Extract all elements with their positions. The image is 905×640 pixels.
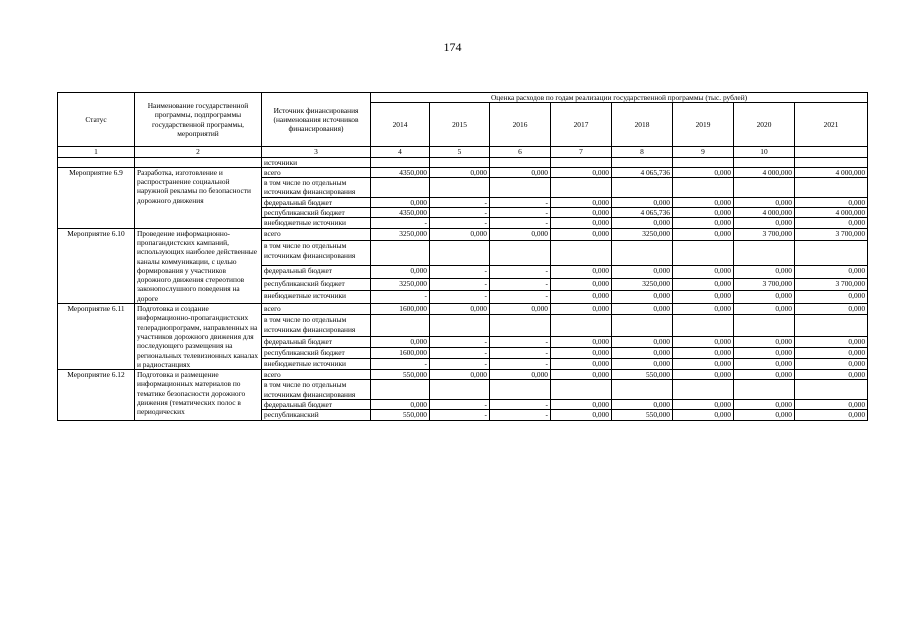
column-number: 6 [490, 147, 551, 157]
value-cell: 0,000 [551, 304, 612, 315]
value-cell: 0,000 [551, 228, 612, 241]
source-cell: внебюджетные источники [262, 358, 371, 369]
header-source: Источник финансирования (наименования источников финансирования) [262, 93, 371, 147]
value-cell: 4 000,000 [795, 167, 868, 177]
source-cell: внебюджетные источники [262, 291, 371, 304]
value-cell [490, 315, 551, 336]
header-name: Наименование государственной программы, подпрограммы государственной программы, мероприятий [135, 93, 262, 147]
value-cell: 0,000 [551, 218, 612, 228]
value-cell: 0,000 [673, 336, 734, 347]
value-cell: 4 000,000 [734, 167, 795, 177]
value-cell [430, 178, 490, 198]
value-cell: 4350,000 [371, 167, 430, 177]
continuation-row [58, 157, 868, 167]
empty-cell [135, 157, 262, 167]
value-cell [734, 241, 795, 265]
measure-status: Мероприятие 6.11 [58, 304, 135, 370]
value-cell: 0,000 [490, 370, 551, 380]
value-cell: 0,000 [795, 370, 868, 380]
value-cell [612, 241, 673, 265]
value-cell: 1600,000 [371, 304, 430, 315]
value-cell: - [490, 278, 551, 291]
value-cell: 0,000 [673, 218, 734, 228]
source-cell: всего [262, 167, 371, 177]
value-cell: 0,000 [734, 304, 795, 315]
value-cell: 0,000 [795, 304, 868, 315]
value-cell: 0,000 [734, 370, 795, 380]
value-cell: 4350,000 [371, 208, 430, 218]
value-cell: 550,000 [371, 370, 430, 380]
value-cell [551, 178, 612, 198]
value-cell [490, 380, 551, 400]
value-cell [734, 178, 795, 198]
value-cell [371, 241, 430, 265]
value-cell: 4 000,000 [795, 208, 868, 218]
value-cell: 0,000 [551, 167, 612, 177]
value-cell: - [490, 291, 551, 304]
value-cell: 0,000 [734, 400, 795, 410]
value-cell: 550,000 [371, 410, 430, 420]
measure-status: Мероприятие 6.12 [58, 370, 135, 420]
measure-status: Мероприятие 6.10 [58, 228, 135, 303]
value-cell: 0,000 [673, 278, 734, 291]
empty-cell [734, 157, 795, 167]
header-year: 2014 [371, 103, 430, 147]
value-cell [673, 178, 734, 198]
value-cell: 3 700,000 [795, 278, 868, 291]
table-row [58, 370, 868, 380]
value-cell: 0,000 [551, 370, 612, 380]
value-cell: - [490, 358, 551, 369]
value-cell: 0,000 [673, 228, 734, 241]
value-cell: 0,000 [430, 370, 490, 380]
value-cell: 3 700,000 [734, 278, 795, 291]
value-cell: - [371, 358, 430, 369]
empty-cell [58, 157, 135, 167]
value-cell: 0,000 [673, 265, 734, 278]
value-cell: 0,000 [551, 278, 612, 291]
value-cell: 4 000,000 [734, 208, 795, 218]
value-cell: 0,000 [673, 370, 734, 380]
column-number: 1 [58, 147, 135, 157]
value-cell: 0,000 [490, 228, 551, 241]
value-cell: 0,000 [673, 410, 734, 420]
value-cell: 3250,000 [371, 228, 430, 241]
value-cell: 550,000 [612, 370, 673, 380]
value-cell: - [490, 336, 551, 347]
value-cell: - [430, 336, 490, 347]
source-cell: всего [262, 304, 371, 315]
table-header [58, 93, 868, 147]
value-cell: - [371, 218, 430, 228]
value-cell [371, 380, 430, 400]
value-cell [795, 315, 868, 336]
value-cell [371, 315, 430, 336]
value-cell [551, 380, 612, 400]
empty-cell [795, 157, 868, 167]
budget-table [57, 92, 868, 421]
value-cell: 550,000 [612, 410, 673, 420]
value-cell: 0,000 [612, 197, 673, 207]
value-cell: 0,000 [734, 358, 795, 369]
value-cell [795, 178, 868, 198]
value-cell [430, 380, 490, 400]
value-cell [612, 315, 673, 336]
header-year: 2020 [734, 103, 795, 147]
value-cell: 0,000 [612, 347, 673, 358]
value-cell: 0,000 [734, 218, 795, 228]
value-cell: - [430, 410, 490, 420]
value-cell [371, 178, 430, 198]
empty-cell [612, 157, 673, 167]
header-year: 2016 [490, 103, 551, 147]
value-cell: 0,000 [673, 167, 734, 177]
source-cell: в том числе по отдельным источникам финансирования [262, 241, 371, 265]
source-cell: в том числе по отдельным источникам финансирования [262, 315, 371, 336]
value-cell: 3250,000 [612, 278, 673, 291]
source-cell: в том числе по отдельным источникам финансирования [262, 178, 371, 198]
value-cell [673, 380, 734, 400]
column-number: 10 [734, 147, 795, 157]
source-cell: федеральный бюджет [262, 265, 371, 278]
value-cell: 0,000 [673, 291, 734, 304]
empty-cell [490, 157, 551, 167]
value-cell: 0,000 [673, 208, 734, 218]
value-cell: 3 700,000 [734, 228, 795, 241]
value-cell: 0,000 [795, 197, 868, 207]
value-cell: 0,000 [551, 208, 612, 218]
value-cell: 0,000 [371, 400, 430, 410]
column-number: 5 [430, 147, 490, 157]
value-cell: 0,000 [551, 265, 612, 278]
column-number [795, 147, 868, 157]
header-year: 2017 [551, 103, 612, 147]
value-cell: 0,000 [551, 410, 612, 420]
value-cell [734, 380, 795, 400]
source-cell: федеральный бюджет [262, 336, 371, 347]
value-cell: - [430, 278, 490, 291]
value-cell: 0,000 [612, 336, 673, 347]
value-cell: 0,000 [795, 358, 868, 369]
header-status: Статус [58, 93, 135, 147]
value-cell: - [430, 218, 490, 228]
column-number: 2 [135, 147, 262, 157]
measure-name: Проведение информационно-пропагандистских кампаний, использующих наиболее действенные каналы коммуникации, с целью формирования у участников дорожного движения стереотипов законопослушного поведения на дороге [135, 228, 262, 303]
source-cell: федеральный бюджет [262, 400, 371, 410]
table-row [58, 228, 868, 241]
value-cell: - [430, 347, 490, 358]
value-cell: 0,000 [795, 410, 868, 420]
measure-name: Подготовка и создание информационно-пропагандистских телерадиопрограмм, направленных на участников дорожного движения для последующего размещения на региональных телевизионных каналах и радиостанциях [135, 304, 262, 370]
value-cell: 0,000 [551, 347, 612, 358]
value-cell: 3250,000 [371, 278, 430, 291]
value-cell: 0,000 [551, 291, 612, 304]
value-cell: - [490, 265, 551, 278]
value-cell: - [430, 208, 490, 218]
page-number: 174 [443, 40, 462, 54]
value-cell: 0,000 [673, 197, 734, 207]
empty-cell [371, 157, 430, 167]
measure-status: Мероприятие 6.9 [58, 167, 135, 228]
value-cell: - [371, 291, 430, 304]
value-cell: 0,000 [612, 218, 673, 228]
value-cell [673, 315, 734, 336]
value-cell: - [430, 358, 490, 369]
measure-name: Разработка, изготовление и распространение социальной наружной рекламы по безопасности дорожного движения [135, 167, 262, 228]
value-cell: 0,000 [430, 304, 490, 315]
value-cell: - [490, 218, 551, 228]
source-cell: всего [262, 370, 371, 380]
header-year: 2019 [673, 103, 734, 147]
value-cell: - [490, 410, 551, 420]
column-number: 7 [551, 147, 612, 157]
value-cell: 3250,000 [612, 228, 673, 241]
column-number: 4 [371, 147, 430, 157]
value-cell [734, 315, 795, 336]
value-cell [551, 315, 612, 336]
source-cell: республиканский бюджет [262, 208, 371, 218]
source-cell: федеральный бюджет [262, 197, 371, 207]
value-cell: - [490, 208, 551, 218]
value-cell: 0,000 [551, 400, 612, 410]
value-cell [673, 241, 734, 265]
value-cell [612, 380, 673, 400]
value-cell [795, 241, 868, 265]
value-cell: 0,000 [673, 400, 734, 410]
value-cell: - [490, 400, 551, 410]
value-cell: 0,000 [795, 347, 868, 358]
value-cell [490, 178, 551, 198]
value-cell: 0,000 [795, 265, 868, 278]
empty-cell [430, 157, 490, 167]
value-cell [612, 178, 673, 198]
value-cell: 0,000 [371, 265, 430, 278]
value-cell: 0,000 [673, 358, 734, 369]
value-cell: 4 065,736 [612, 167, 673, 177]
column-number-row [58, 147, 868, 157]
header-estimate: Оценка расходов по годам реализации государственной программы (тыс. рублей) [371, 93, 868, 103]
value-cell: - [430, 197, 490, 207]
value-cell: - [490, 347, 551, 358]
source-cell: внебюджетные источники [262, 218, 371, 228]
measure-name: Подготовка и размещение информационных материалов по тематике безопасности дорожного движения (тематических полос в периодических [135, 370, 262, 420]
value-cell: 0,000 [795, 291, 868, 304]
value-cell: 0,000 [612, 400, 673, 410]
value-cell: 0,000 [490, 167, 551, 177]
value-cell: 0,000 [673, 304, 734, 315]
source-cell: республиканский бюджет [262, 278, 371, 291]
header-year: 2021 [795, 103, 868, 147]
value-cell: 1600,000 [371, 347, 430, 358]
value-cell: 0,000 [612, 291, 673, 304]
value-cell: - [430, 400, 490, 410]
value-cell: 0,000 [795, 400, 868, 410]
column-number: 8 [612, 147, 673, 157]
value-cell: 0,000 [612, 358, 673, 369]
value-cell: 0,000 [430, 228, 490, 241]
value-cell: - [430, 291, 490, 304]
value-cell: 0,000 [734, 265, 795, 278]
value-cell [490, 241, 551, 265]
value-cell: 0,000 [795, 336, 868, 347]
source-cell: всего [262, 228, 371, 241]
empty-cell [673, 157, 734, 167]
header-year: 2018 [612, 103, 673, 147]
value-cell: 0,000 [551, 336, 612, 347]
header-year: 2015 [430, 103, 490, 147]
value-cell: 0,000 [490, 304, 551, 315]
column-number: 9 [673, 147, 734, 157]
value-cell: 0,000 [734, 336, 795, 347]
table-row [58, 304, 868, 315]
value-cell: 0,000 [371, 336, 430, 347]
value-cell: 0,000 [371, 197, 430, 207]
value-cell: 0,000 [551, 197, 612, 207]
value-cell [551, 241, 612, 265]
value-cell: 3 700,000 [795, 228, 868, 241]
source-cell: в том числе по отдельным источникам финансирования [262, 380, 371, 400]
value-cell: 0,000 [734, 197, 795, 207]
value-cell: 0,000 [612, 304, 673, 315]
source-cell: республиканский бюджет [262, 347, 371, 358]
value-cell: 0,000 [734, 410, 795, 420]
column-number: 3 [262, 147, 371, 157]
value-cell: 0,000 [612, 265, 673, 278]
table-row [58, 167, 868, 177]
value-cell: 0,000 [734, 347, 795, 358]
empty-cell [551, 157, 612, 167]
value-cell: 0,000 [430, 167, 490, 177]
source-cell: республиканский [262, 410, 371, 420]
value-cell: 0,000 [673, 347, 734, 358]
value-cell: - [490, 197, 551, 207]
value-cell [795, 380, 868, 400]
value-cell: 4 065,736 [612, 208, 673, 218]
value-cell [430, 241, 490, 265]
source-cell: источники [262, 157, 371, 167]
value-cell [430, 315, 490, 336]
value-cell: 0,000 [795, 218, 868, 228]
value-cell: 0,000 [551, 358, 612, 369]
value-cell: 0,000 [734, 291, 795, 304]
value-cell: - [430, 265, 490, 278]
